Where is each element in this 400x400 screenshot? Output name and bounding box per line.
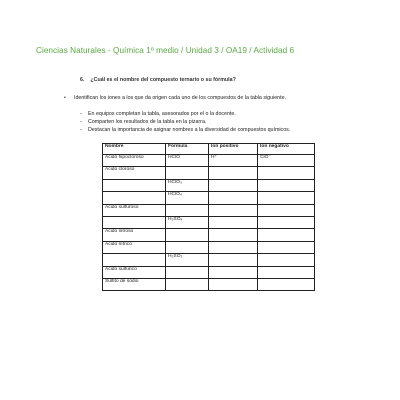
table-cell[interactable]: HClO₄ — [166, 192, 209, 204]
table-header-row — [103, 144, 315, 155]
bullet-text: Identifican los iones a los que da origen cada uno de los compuestos de la tabla siguiente. — [74, 95, 287, 101]
table-row — [103, 192, 315, 204]
table-cell[interactable] — [258, 241, 315, 253]
instruction-bullet — [64, 95, 286, 101]
sub-item — [80, 127, 290, 135]
table-cell[interactable] — [258, 254, 315, 266]
column-header-formula: Fórmula — [166, 144, 209, 155]
table-cell[interactable] — [258, 167, 315, 179]
table-cell[interactable] — [166, 241, 209, 253]
table-cell[interactable]: Ácido sulfuroso — [103, 204, 166, 216]
table-cell[interactable] — [258, 204, 315, 216]
table-cell[interactable] — [209, 167, 258, 179]
table-cell[interactable]: H₂SO₃ — [166, 254, 209, 266]
table-cell[interactable]: Ácido nítrico — [103, 241, 166, 253]
table-cell[interactable] — [209, 179, 258, 191]
table-cell[interactable] — [166, 278, 209, 290]
table-row — [103, 254, 315, 266]
table-cell[interactable] — [209, 241, 258, 253]
table-row — [103, 216, 315, 228]
question-text: ¿Cuál es el nombre del compuesto ternario o su fórmula? — [90, 77, 236, 83]
column-header-name: Nombre — [103, 144, 166, 155]
table-cell[interactable] — [258, 229, 315, 241]
column-header-positive-ion: Ion positivo — [209, 144, 258, 155]
bullet-symbol: • — [64, 95, 66, 101]
table-cell[interactable] — [166, 229, 209, 241]
column-header-negative-ion: Ion negativo — [258, 144, 315, 155]
compounds-table — [102, 143, 315, 291]
table-cell[interactable] — [103, 192, 166, 204]
table-cell[interactable] — [258, 266, 315, 278]
table-cell[interactable] — [103, 216, 166, 228]
table-cell[interactable] — [209, 216, 258, 228]
question-number: 6. — [80, 77, 85, 83]
table-cell[interactable] — [209, 266, 258, 278]
dash-symbol: - — [80, 119, 82, 125]
dash-symbol: - — [80, 111, 82, 117]
table-cell[interactable] — [166, 204, 209, 216]
dash-symbol: - — [80, 127, 82, 133]
table-cell[interactable]: Sulfito de sodio — [103, 278, 166, 290]
table-cell[interactable]: HClO₃ — [166, 179, 209, 191]
table-cell[interactable] — [258, 192, 315, 204]
sub-item — [80, 111, 290, 119]
table-cell[interactable] — [209, 254, 258, 266]
table-cell[interactable] — [166, 167, 209, 179]
sub-item-text: Destacan la importancia de asignar nombres a la diversidad de compuestos químicos. — [88, 127, 291, 133]
table-cell[interactable] — [258, 278, 315, 290]
table-cell[interactable] — [166, 266, 209, 278]
question-heading — [80, 77, 236, 83]
table-row — [103, 229, 315, 241]
table-cell[interactable] — [209, 192, 258, 204]
table-cell[interactable] — [103, 179, 166, 191]
sub-item — [80, 119, 290, 127]
table-cell[interactable] — [258, 179, 315, 191]
table-cell[interactable] — [209, 278, 258, 290]
table-row — [103, 167, 315, 179]
table-cell[interactable]: HClO — [166, 155, 209, 167]
page-header: Ciencias Naturales - Química 1º medio / Unidad 3 / OA19 / Actividad 6 — [36, 46, 295, 55]
table-row — [103, 179, 315, 191]
table-cell[interactable]: Ácido nitroso — [103, 229, 166, 241]
table-cell[interactable]: Ácido sulfúrico — [103, 266, 166, 278]
sub-item-text: En equipos completan la tabla, asesorados por el o la docente. — [88, 111, 236, 117]
table-cell[interactable] — [209, 229, 258, 241]
table-cell[interactable] — [258, 216, 315, 228]
table-row — [103, 266, 315, 278]
table-cell[interactable] — [209, 204, 258, 216]
table-cell[interactable] — [103, 254, 166, 266]
table-cell[interactable]: Ácido hipocloroso — [103, 155, 166, 167]
table-row — [103, 204, 315, 216]
table-cell[interactable]: ClO⁻ — [258, 155, 315, 167]
sub-instructions — [80, 111, 290, 135]
table-cell[interactable]: H₂SO₄ — [166, 216, 209, 228]
table-row — [103, 278, 315, 290]
table-row — [103, 241, 315, 253]
table-cell[interactable]: Ácido cloroso — [103, 167, 166, 179]
sub-item-text: Comparten los resultados de la tabla en la pizarra. — [88, 119, 207, 125]
table-row — [103, 155, 315, 167]
table-cell[interactable]: H⁺ — [209, 155, 258, 167]
